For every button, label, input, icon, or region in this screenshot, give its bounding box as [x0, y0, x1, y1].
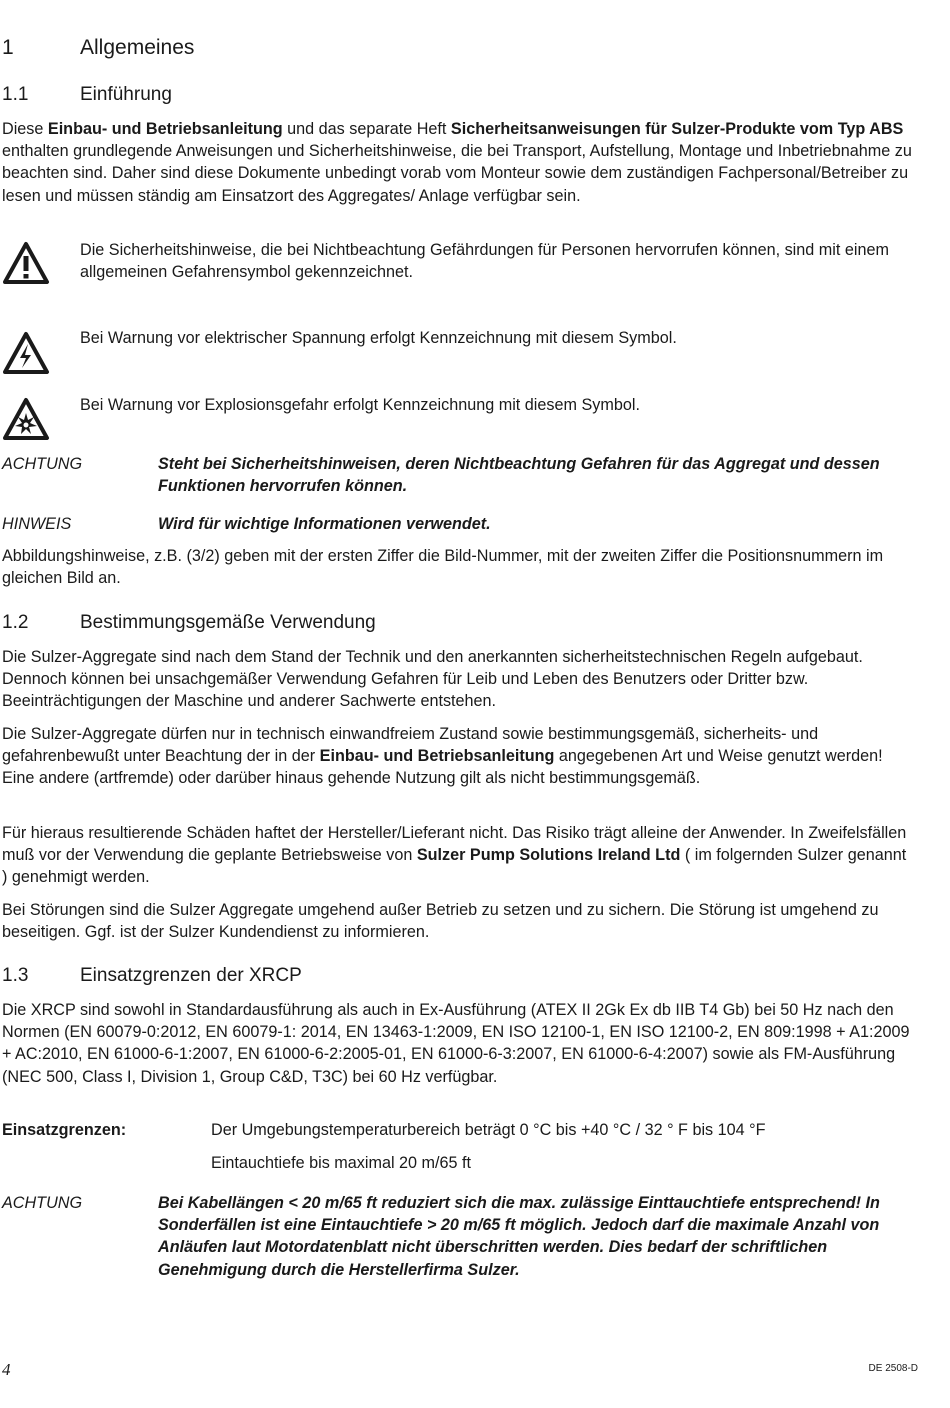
temperature-range: Der Umgebungstemperaturbereich beträgt 0 °C bis +40 °C / 32 ° F bis 104 °F	[211, 1121, 766, 1139]
explosion-hazard-icon	[2, 397, 50, 441]
general-danger-icon	[2, 241, 50, 285]
achtung-note-2: Bei Kabellängen < 20 m/65 ft reduziert sich die max. zulässige Einttauchtiefe entsprechend! In Sonderfällen ist eine Eintauchtiefe > 20 m/65 ft möglich. Jedoch darf die maximale Anzahl von Anläufen laut Motordatenblatt nicht überschritten werden. Dies bedarf der schriftlichen Genehmigung durch die Herstellerfirma Sulzer.	[158, 1194, 880, 1279]
immersion-depth: Eintauchtiefe bis maximal 20 m/65 ft	[211, 1154, 472, 1172]
limits-paragraph: Die XRCP sind sowohl in Standardausführung als auch in Ex-Ausführung (ATEX II 2Gk Ex db IIB T4 Gb) bei 50 Hz nach den Normen (EN 60079-0:2012, EN 60079-1: 2014, EN 13463-1:2009, EN ISO 12100-1, EN ISO 12100-2, EN 809:1998 + A1:2009 + AC:2010, EN 61000-6-1:2007, EN 61000-6-2:2005-01, EN 61000-6-3:2007, EN 61000-6-4:2007) sowie als FM-Ausführung (NEC 500, Class I, Division 1, Group C&D, T3C) bei 60 Hz verfügbar.	[2, 1001, 910, 1086]
document-code: DE 2508-D	[868, 1363, 918, 1374]
electric-voltage-icon	[2, 331, 50, 375]
hinweis-label: HINWEIS	[2, 515, 72, 533]
achtung-label: ACHTUNG	[2, 455, 83, 473]
intended-use-paragraph-1: Die Sulzer-Aggregate sind nach dem Stand der Technik und den anerkannten sicherheitstechnischen Regeln aufgebaut. Dennoch können bei unsachgemäßer Verwendung Gefahren für Leib und Leben des Benutzers oder Dritter bzw. Beeinträchtigungen der Maschine und anderer Sachwerte entstehen.	[2, 648, 863, 711]
general-danger-text: Die Sicherheitshinweise, die bei Nichtbeachtung Gefährdungen für Personen hervorrufen können, sind mit einem allgemeinen Gefahrensymbol gekennzeichnet.	[80, 241, 889, 282]
figure-reference-paragraph: Abbildungshinweise, z.B. (3/2) geben mit der ersten Ziffer die Bild-Nummer, mit der zweiten Ziffer die Positionsnummern im gleichen Bild an.	[2, 547, 884, 588]
electric-voltage-text: Bei Warnung vor elektrischer Spannung erfolgt Kennzeichnung mit diesem Symbol.	[80, 329, 677, 347]
achtung-label-2: ACHTUNG	[2, 1194, 83, 1212]
intended-use-paragraph-4: Bei Störungen sind die Sulzer Aggregate umgehend außer Betrieb zu setzen und zu sichern. Die Störung ist umgehend zu beseitigen. Ggf. ist der Sulzer Kundendienst zu informieren.	[2, 901, 879, 942]
intended-use-paragraph-2: Die Sulzer-Aggregate dürfen nur in technisch einwandfreiem Zustand sowie bestimmungsgemäß, sicherheits- und gefahrenbewußt unter Beachtung der in der Einbau- und Betriebsanleitung angegebenen Art und Weise genutzt werden! Eine andere (artfremde) oder darüber hinaus gehende Nutzung gilt als nicht bestimmungsgemäß.	[2, 725, 883, 788]
limits-label: Einsatzgrenzen:	[2, 1121, 127, 1139]
explosion-hazard-text: Bei Warnung vor Explosionsgefahr erfolgt Kennzeichnung mit diesem Symbol.	[80, 396, 640, 414]
section-heading-1-3: 1.3 Einsatzgrenzen der XRCP	[2, 965, 302, 986]
intended-use-paragraph-3: Für hieraus resultierende Schäden haftet der Hersteller/Lieferant nicht. Das Risiko trägt alleine der Anwender. In Zweifelsfällen muß vor der Verwendung die geplante Betriebsweise von Sulzer Pump Solutions Ireland Ltd ( im folgernden Sulzer genannt ) genehmigt werden.	[2, 824, 907, 887]
chapter-heading: 1 Allgemeines	[2, 36, 195, 59]
intro-paragraph: Diese Einbau- und Betriebsanleitung und das separate Heft Sicherheitsanweisungen für Sulzer-Produkte vom Typ ABS enthalten grundlegende Anweisungen und Sicherheitshinweise, die bei Transport, Aufstellung, Montage und Inbetriebnahme zu beachten sind. Daher sind diese Dokumente unbedingt vorab vom Monteur sowie dem zuständigen Fachpersonal/Betreiber zu lesen und müssen ständig am Einsatzort des Aggregates/ Anlage verfügbar sein.	[2, 120, 912, 205]
section-heading-1-2: 1.2 Bestimmungsgemäße Verwendung	[2, 612, 376, 633]
hinweis-note: Wird für wichtige Informationen verwendet.	[158, 515, 491, 533]
page-number: 4	[2, 1360, 11, 1379]
section-heading-1-1: 1.1 Einführung	[2, 84, 172, 105]
achtung-note: Steht bei Sicherheitshinweisen, deren Nichtbeachtung Gefahren für das Aggregat und dessen Funktionen hervorrufen können.	[158, 455, 880, 496]
